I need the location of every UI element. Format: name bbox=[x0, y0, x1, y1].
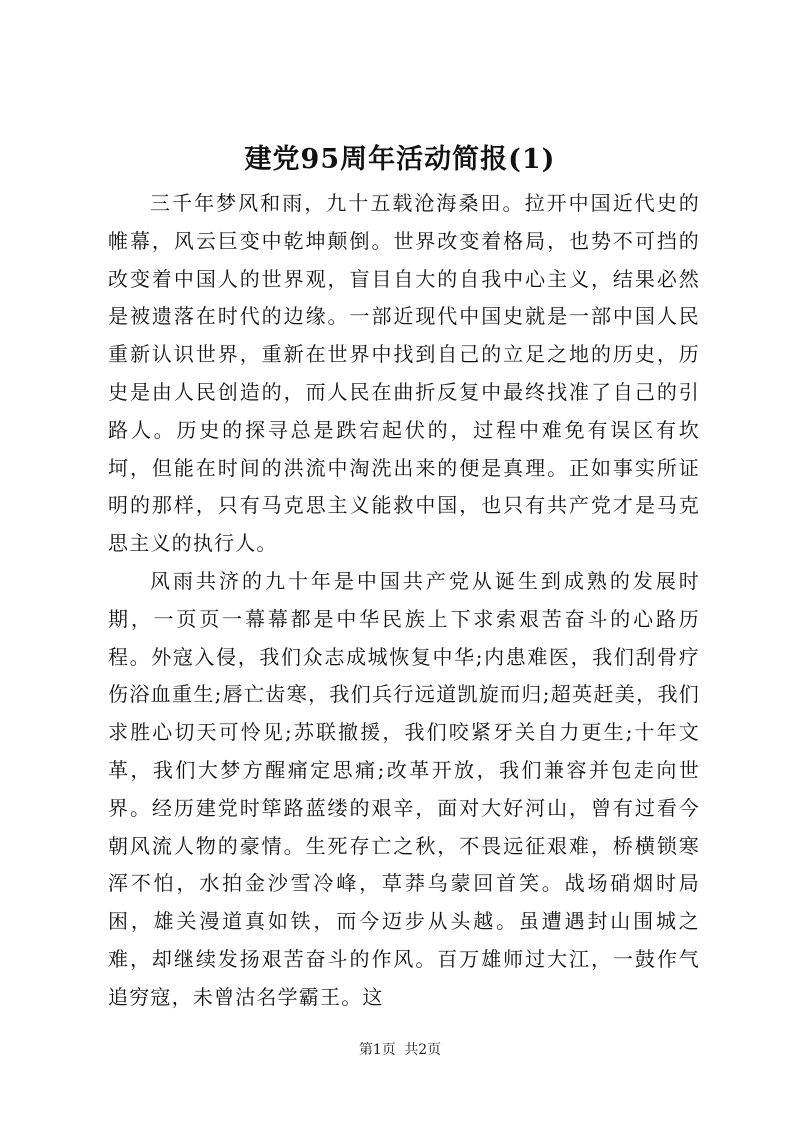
paragraph-2: 风雨共济的九十年是中国共产党从诞生到成熟的发展时期，一页页一幕幕都是中华民族上下求索艰苦奋斗的心路历程。外寇入侵，我们众志成城恢复中华;内患难医，我们刮骨疗伤浴血重生;唇亡齿寒，我们兵行远道凯旋而归;超英赶美，我们求胜心切天可怜见;苏联撤援，我们咬紧牙关自力更生;十年文革，我们大梦方醒痛定思痛;改革开放，我们兼容并包走向世界。经历建党时筚路蓝缕的艰辛，面对大好河山，曾有过看今朝风流人物的豪情。生死存亡之秋，不畏远征艰难，桥横锁寒浑不怕，水拍金沙雪冷峰，草莽乌蒙回首笑。战场硝烟时局困，雄关漫道真如铁，而今迈步从头越。虽遭遇封山围城之难，却继续发扬艰苦奋斗的作风。百万雄师过大江，一鼓作气追穷寇，未曾沽名学霸王。这 bbox=[108, 568, 700, 1009]
page-number: 第1页 bbox=[358, 1042, 396, 1058]
page-footer bbox=[0, 1040, 800, 1060]
page-total: 共2页 bbox=[404, 1042, 442, 1058]
document-body bbox=[108, 185, 700, 1017]
paragraph-1: 三千年梦风和雨，九十五载沧海桑田。拉开中国近代史的帷幕，风云巨变中乾坤颠倒。世界改变着格局，也势不可挡的改变着中国人的世界观，盲目自大的自我中心主义，结果必然是被遗落在时代的边缘。一部近现代中国史就是一部中国人民重新认识世界，重新在世界中找到自己的立足之地的历史，历史是由人民创造的，而人民在曲折反复中最终找准了自己的引路人。历史的探寻总是跌宕起伏的，过程中难免有误区有坎坷，但能在时间的洪流中淘洗出来的便是真理。正如事实所证明的那样，只有马克思主义能救中国，也只有共产党才是马克思主义的执行人。 bbox=[108, 191, 700, 556]
document-title: 建党95周年活动简报(1) bbox=[244, 144, 556, 175]
